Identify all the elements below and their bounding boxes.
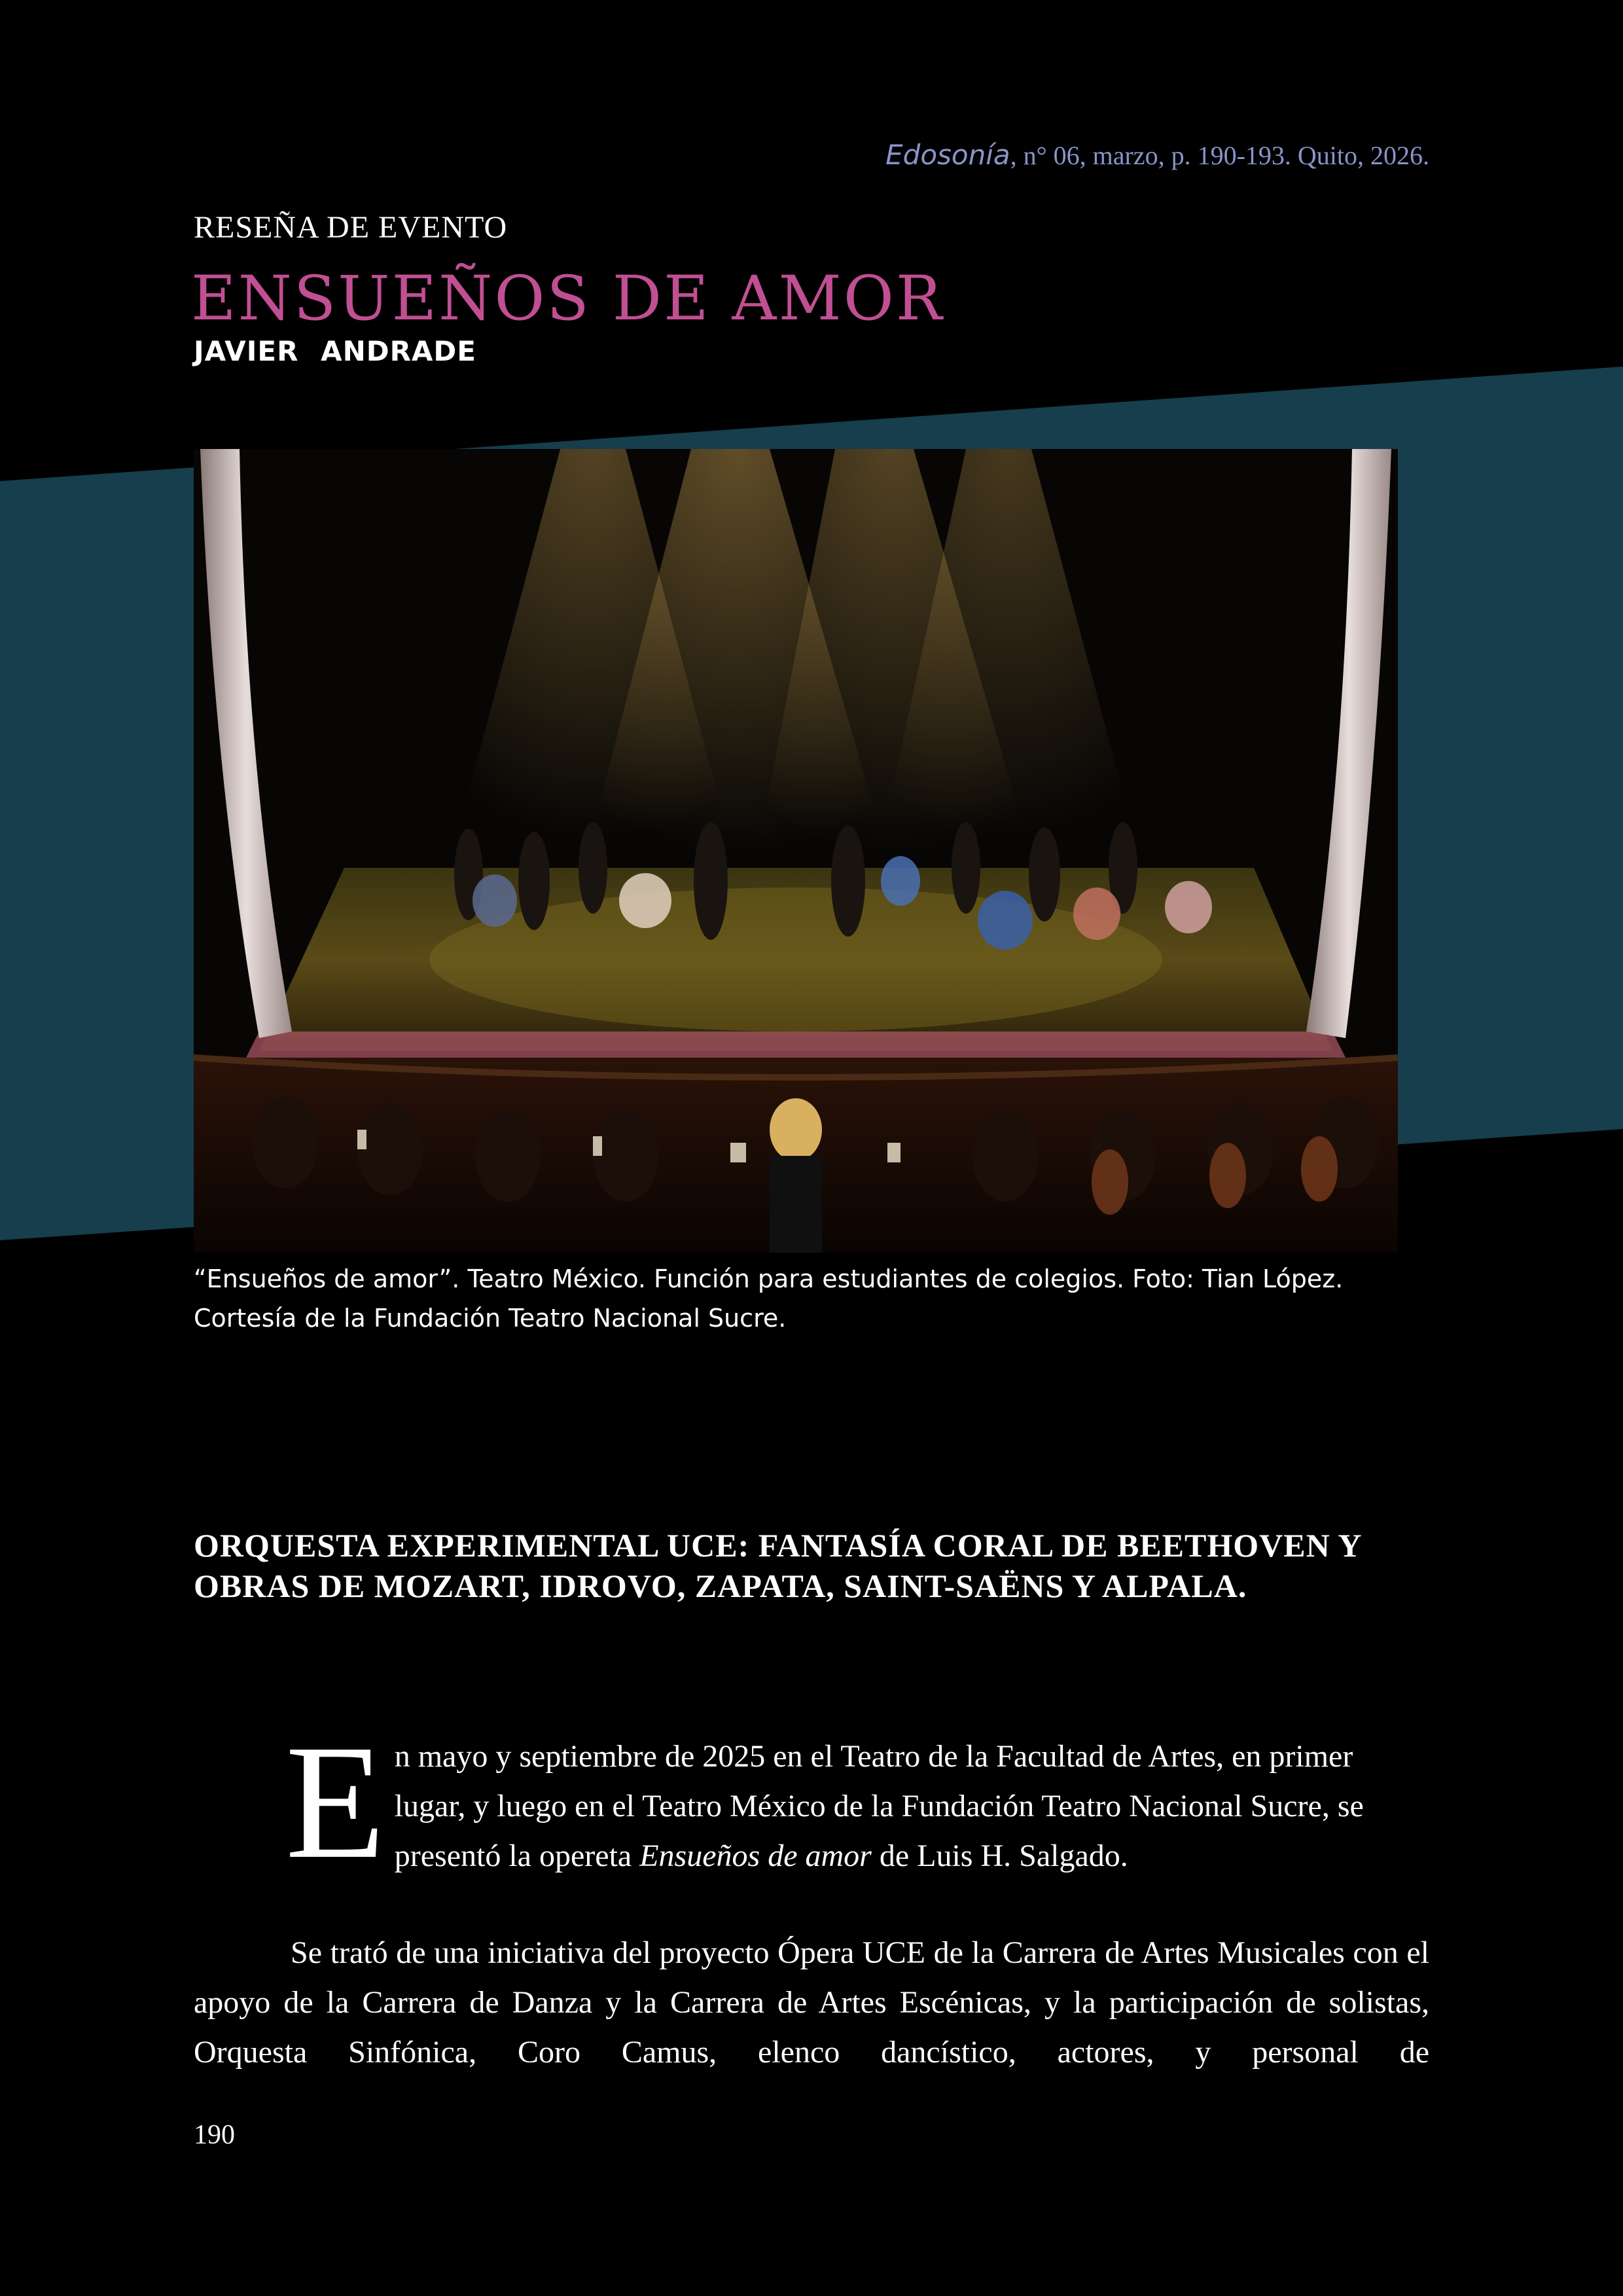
journal-citation (885, 139, 1429, 171)
paragraph-1 (285, 1712, 1429, 1893)
journal-details: , n° 06, marzo, p. 190-193. Quito, 2026. (1010, 141, 1429, 170)
page-number: 190 (194, 2120, 235, 2150)
stage-photo-illustration (194, 449, 1398, 1253)
paragraph-1-text-a: n mayo y septiembre de 2025 en el Teatro de la Facultad de Artes, en primer lugar, y luego en el Teatro México de la Fundación Teatro Nacional Sucre, se presentó la opereta (394, 1739, 1364, 1873)
stage-photo (194, 449, 1398, 1253)
article-subheading: ORQUESTA EXPERIMENTAL UCE: FANTASÍA CORAL DE BEETHOVEN Y OBRAS DE MOZART, IDROVO, ZAPATA, SAINT-SAËNS Y ALPALA. (194, 1527, 1361, 1604)
article-title: ENSUEÑOS DE AMOR (191, 263, 944, 334)
work-title-italic: Ensueños de amor (639, 1839, 872, 1873)
paragraph-2: Se trató de una iniciativa del proyecto Ópera UCE de la Carrera de Artes Musicales con el apoyo de la Carrera de Danza y la Carrera de Artes Escénicas, y la participación de solistas, Orquesta Sinfónica, Coro Camus, elenco dancístico, actores, y personal de (194, 1935, 1429, 2070)
drop-cap: E (285, 1712, 385, 1893)
section-label: RESEÑA DE EVENTO (194, 210, 508, 245)
paragraph-1-text-b: de Luis H. Salgado. (871, 1839, 1128, 1873)
author-name: JAVIER ANDRADE (194, 335, 476, 367)
journal-name: Edosonía (885, 139, 1010, 171)
photo-caption: “Ensueños de amor”. Teatro México. Función para estudiantes de colegios. Foto: Tian López. Cortesía de la Fundación Teatro Nacional Sucre. (194, 1265, 1344, 1333)
